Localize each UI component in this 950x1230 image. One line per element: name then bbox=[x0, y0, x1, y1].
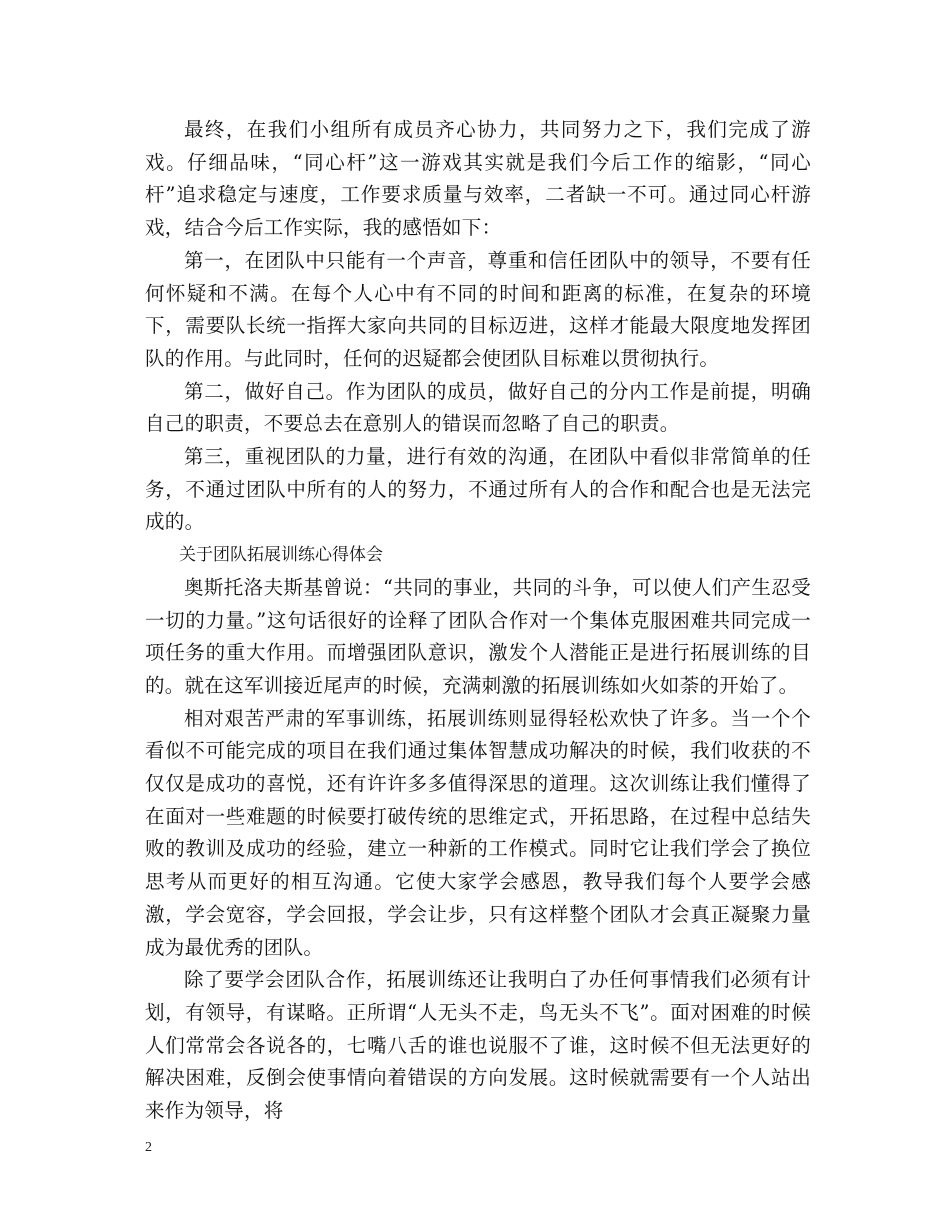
paragraph: 相对艰苦严肃的军事训练，拓展训练则显得轻松欢快了许多。当一个个看似不可能完成的项目在我们通过集体智慧成功解决的时候，我们收获的不仅仅是成功的喜悦，还有许许多多值得深思的道理。这次训练让我们懂得了在面对一些难题的时候要打破传统的思维定式，开拓思路，在过程中总结失败的教训及成功的经验，建立一种新的工作模式。同时它让我们学会了换位思考从而更好的相互沟通。它使大家学会感恩，教导我们每个人要学会感激，学会宽容，学会回报，学会让步，只有这样整个团队才会真正凝聚力量成为最优秀的团队。 bbox=[145, 706, 811, 959]
document-body bbox=[145, 114, 811, 1128]
section-heading: 关于团队拓展训练心得体会 bbox=[179, 545, 383, 566]
paragraph: 第二，做好自己。作为团队的成员，做好自己的分内工作是前提，明确自己的职责，不要总去在意别人的错误而忽略了自己的职责。 bbox=[145, 379, 811, 436]
paragraph: 最终，在我们小组所有成员齐心协力，共同努力之下，我们完成了游戏。仔细品味，“同心杆”这一游戏其实就是我们今后工作的缩影，“同心杆”追求稳定与速度，工作要求质量与效率，二者缺一不可。通过同心杆游戏，结合今后工作实际，我的感悟如下： bbox=[145, 118, 811, 240]
paragraph: 第三，重视团队的力量，进行有效的沟通，在团队中看似非常简单的任务，不通过团队中所有的人的努力，不通过所有人的合作和配合也是无法完成的。 bbox=[145, 445, 811, 534]
paragraph: 奥斯托洛夫斯基曾说：“共同的事业，共同的斗争，可以使人们产生忍受一切的力量。”这句话很好的诠释了团队合作对一个集体克服困难共同完成一项任务的重大作用。而增强团队意识，激发个人潜能正是进行拓展训练的目的。就在这军训接近尾声的时候，充满刺激的拓展训练如火如荼的开始了。 bbox=[145, 575, 811, 697]
paragraph: 除了要学会团队合作，拓展训练还让我明白了办任何事情我们必须有计划，有领导，有谋略。正所谓“人无头不走，鸟无头不飞”。面对困难的时候人们常常会各说各的，七嘴八舌的谁也说服不了谁，这时候不但无法更好的解决困难，反倒会使事情向着错误的方向发展。这时候就需要有一个人站出来作为领导，将 bbox=[145, 968, 811, 1123]
paragraph: 第一，在团队中只能有一个声音，尊重和信任团队中的领导，不要有任何怀疑和不满。在每个人心中有不同的时间和距离的标准，在复杂的环境下，需要队长统一指挥大家向共同的目标迈进，这样才能最大限度地发挥团队的作用。与此同时，任何的迟疑都会使团队目标难以贯彻执行。 bbox=[145, 248, 811, 370]
page-number: 2 bbox=[145, 1140, 152, 1155]
